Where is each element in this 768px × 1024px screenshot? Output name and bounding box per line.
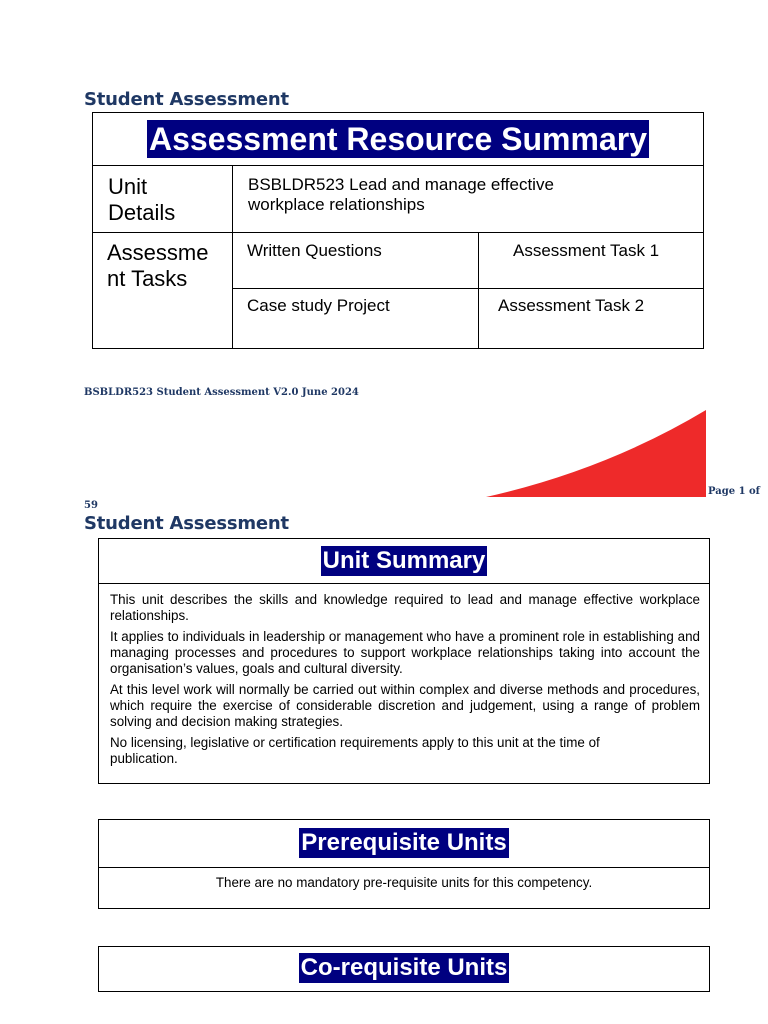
corequisite-units-box: [98, 946, 710, 992]
tasks-label-line: Assessme: [107, 240, 209, 265]
unit-details-value: [248, 175, 554, 215]
task-name: Written Questions: [247, 241, 382, 260]
unit-summary-title-row: [99, 539, 709, 584]
prerequisite-text: There are no mandatory pre-requisite units for this competency.: [215, 875, 593, 890]
column-divider: [478, 232, 479, 349]
unit-text-line: BSBLDR523 Lead and manage effective: [248, 175, 554, 194]
unit-text-line: workplace relationships: [248, 195, 425, 214]
summary-paragraph: No licensing, legislative or certification requirements apply to this unit at the time of publication.: [110, 735, 600, 766]
row-divider: [93, 232, 703, 233]
page-total: 59: [84, 500, 98, 511]
prerequisite-units-box: [98, 819, 710, 909]
summary-paragraph: This unit describes the skills and knowledge required to lead and manage effective workplace relationships.: [110, 592, 700, 623]
table-title-row: [93, 113, 703, 166]
unit-summary-box: [98, 538, 710, 784]
summary-paragraph: At this level work will normally be carried out within complex and diverse methods and procedures, which require the exercise of considerable discretion and judgement, using a range of problem solving and decision making strategies.: [110, 682, 700, 729]
unit-summary-body: [99, 584, 709, 767]
red-wedge-shape: [486, 410, 706, 497]
task-name: Case study Project: [247, 296, 390, 315]
summary-paragraph: It applies to individuals in leadership or management who have a prominent role in establishing and managing processes and procedures to support workplace relationships taking into account the organisation’s values, goals and cultural diversity.: [110, 629, 700, 676]
section-heading: Student Assessment: [84, 89, 289, 110]
unit-label-line: Details: [108, 200, 176, 225]
corequisite-title-row: [99, 947, 709, 991]
unit-label-line: Unit: [108, 174, 148, 199]
table-title: Assessment Resource Summary: [148, 121, 647, 157]
assessment-tasks-label: [107, 240, 208, 292]
prerequisite-title-row: [99, 820, 709, 868]
tasks-label-line: nt Tasks: [107, 266, 188, 291]
column-divider: [232, 166, 233, 349]
corequisite-title: Co-requisite Units: [300, 954, 508, 981]
row-divider: [232, 288, 703, 289]
prerequisite-title: Prerequisite Units: [301, 829, 507, 856]
unit-summary-title: Unit Summary: [322, 547, 486, 574]
task-number: Assessment Task 2: [498, 296, 645, 315]
task-number: Assessment Task 1: [513, 241, 660, 260]
footer-document-version: BSBLDR523 Student Assessment V2.0 June 2024: [84, 387, 359, 398]
section-heading: Student Assessment: [84, 513, 289, 534]
red-wedge-decoration: [486, 408, 708, 498]
page-number-label: Page 1 of: [708, 486, 760, 497]
assessment-resource-summary-table: [92, 112, 704, 349]
unit-details-label: [108, 174, 175, 226]
